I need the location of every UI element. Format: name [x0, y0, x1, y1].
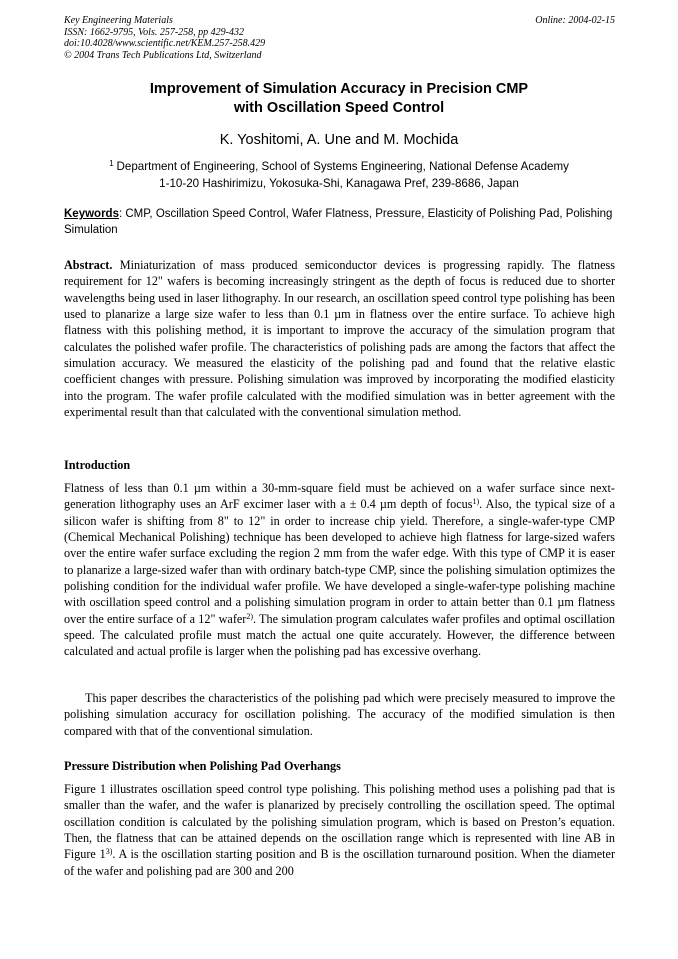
citation-ref: 2): [246, 611, 254, 621]
affiliation: [64, 156, 614, 192]
intro-text-a: Flatness of less than 0.1 µm within a 30-mm-square field must be achieved on a wafer surface since next-generation lithography uses an ArF excimer laser with a ± 0.4 µm depth of focus: [64, 481, 615, 512]
introduction-heading: Introduction: [64, 458, 131, 472]
intro-text-c: . The simulation program calculates wafer profiles and optimal oscillation speed. The calculated profile must match the actual one quite accurately. However, the difference between calculated and actual profile is larger when the polishing pad has excessive overhang.: [64, 611, 615, 659]
abstract-label: Abstract.: [64, 258, 113, 272]
pressure-text-b: . A is the oscillation starting position and B is the oscillation turnaround position. When the diameter of the wafer and polishing pad are 300 and 200: [64, 847, 615, 878]
journal-header: [64, 15, 265, 61]
citation-ref: 3): [105, 847, 113, 857]
title-line-1: Improvement of Simulation Accuracy in Precision CMP: [149, 81, 529, 97]
introduction-paragraph-2: This paper describes the characteristics of the polishing pad which were precisely measured to improve the polishing simulation accuracy for oscillation polishing. The accuracy of the modified simulation is then compared with that of the conventional simulation.: [64, 691, 615, 738]
journal-name: Key Engineering Materials: [64, 15, 173, 26]
affiliation-line-1: [64, 156, 614, 176]
pressure-section-heading: Pressure Distribution when Polishing Pad Overhangs: [64, 759, 341, 773]
pressure-paragraph-1: [64, 781, 615, 879]
issn-line: ISSN: 1662-9795, Vols. 257-258, pp 429-432: [64, 26, 244, 38]
affiliation-mark: 1: [109, 159, 114, 168]
title-line-2: with Oscillation Speed Control: [233, 99, 445, 116]
affiliation-dept: Department of Engineering, School of Systems Engineering, National Defense Academy: [116, 160, 569, 173]
copyright-line: © 2004 Trans Tech Publications Ltd, Switzerland: [64, 49, 262, 61]
keywords-text: : CMP, Oscillation Speed Control, Wafer Flatness, Pressure, Elasticity of Polishing Pad, Polishing Simulation: [64, 208, 613, 236]
citation-ref: 1): [472, 497, 480, 507]
doi-line: doi:10.4028/www.scientific.net/KEM.257-258.429: [64, 38, 266, 49]
affiliation-line-2: 1-10-20 Hashirimizu, Yokosuka-Shi, Kanagawa Pref, 239-8686, Japan: [159, 176, 519, 190]
intro-text-b: . Also, the typical size of a silicon wafer is shifting from 8" to 12" in order to increase chip yield. Therefore, a single-wafer-type CMP (Chemical Mechanical Polishing) technique has been developed to achieve high flatness for large-sized wafers over the entire wafer surface excluding the region 2 mm from the wafer edge. With this type of CMP it is easer to planarize a large-sized wafer than with ordinary batch-type CMP, since the polishing simulation optimizes the polishing condition for the individual wafer profile. We have developed a single-wafer-type polishing machine with oscillation speed control and a polishing simulation program in order to attain better than 0.1 µm flatness over the entire surface of a 12" wafer: [64, 497, 615, 626]
abstract: [64, 257, 615, 420]
paper-title: [64, 80, 614, 117]
online-date: Online: 2004-02-15: [535, 15, 615, 26]
keywords-label: Keywords: [64, 208, 119, 220]
author-list: K. Yoshitomi, A. Une and M. Mochida: [219, 132, 459, 148]
keywords: [64, 207, 615, 238]
introduction-paragraph-1: [64, 480, 615, 660]
pressure-text-a: Figure 1 illustrates oscillation speed control type polishing. This polishing method uses a polishing pad that is smaller than the wafer, and the wafer is planarized by precisely controlling the oscillation speed. The optimal oscillation condition is calculated by the polishing simulation program, which is based on Preston’s equation. Then, the flatness that can be attained depends on the oscillation range which is represented with line AB in Figure 1: [64, 782, 615, 862]
abstract-text: Miniaturization of mass produced semiconductor devices is progressing rapidly. The flatness requirement for 12" wafers is becoming increasingly stringent as the depth of focus is reduced due to shorter wavelengths being used in laser lithography. In our research, an oscillation speed control type polishing has been used to planarize a large size wafer to less than 0.1 µm in flatness over the entire surface. To achieve high flatness with this polishing method, it is important to improve the accuracy of the simulation program that calculates the polished wafer profile. The characteristics of polishing pads are among the factors that affect the simulation accuracy. We measured the elasticity of the polishing pad and found that the relative elastic coefficient changes with pressure. Polishing simulation was improved by incorporating the modified elasticity into the program. The wafer profile calculated with the modified simulation was in better agreement with the experimental result than that calculated with the conventional simulation method.: [64, 258, 615, 420]
